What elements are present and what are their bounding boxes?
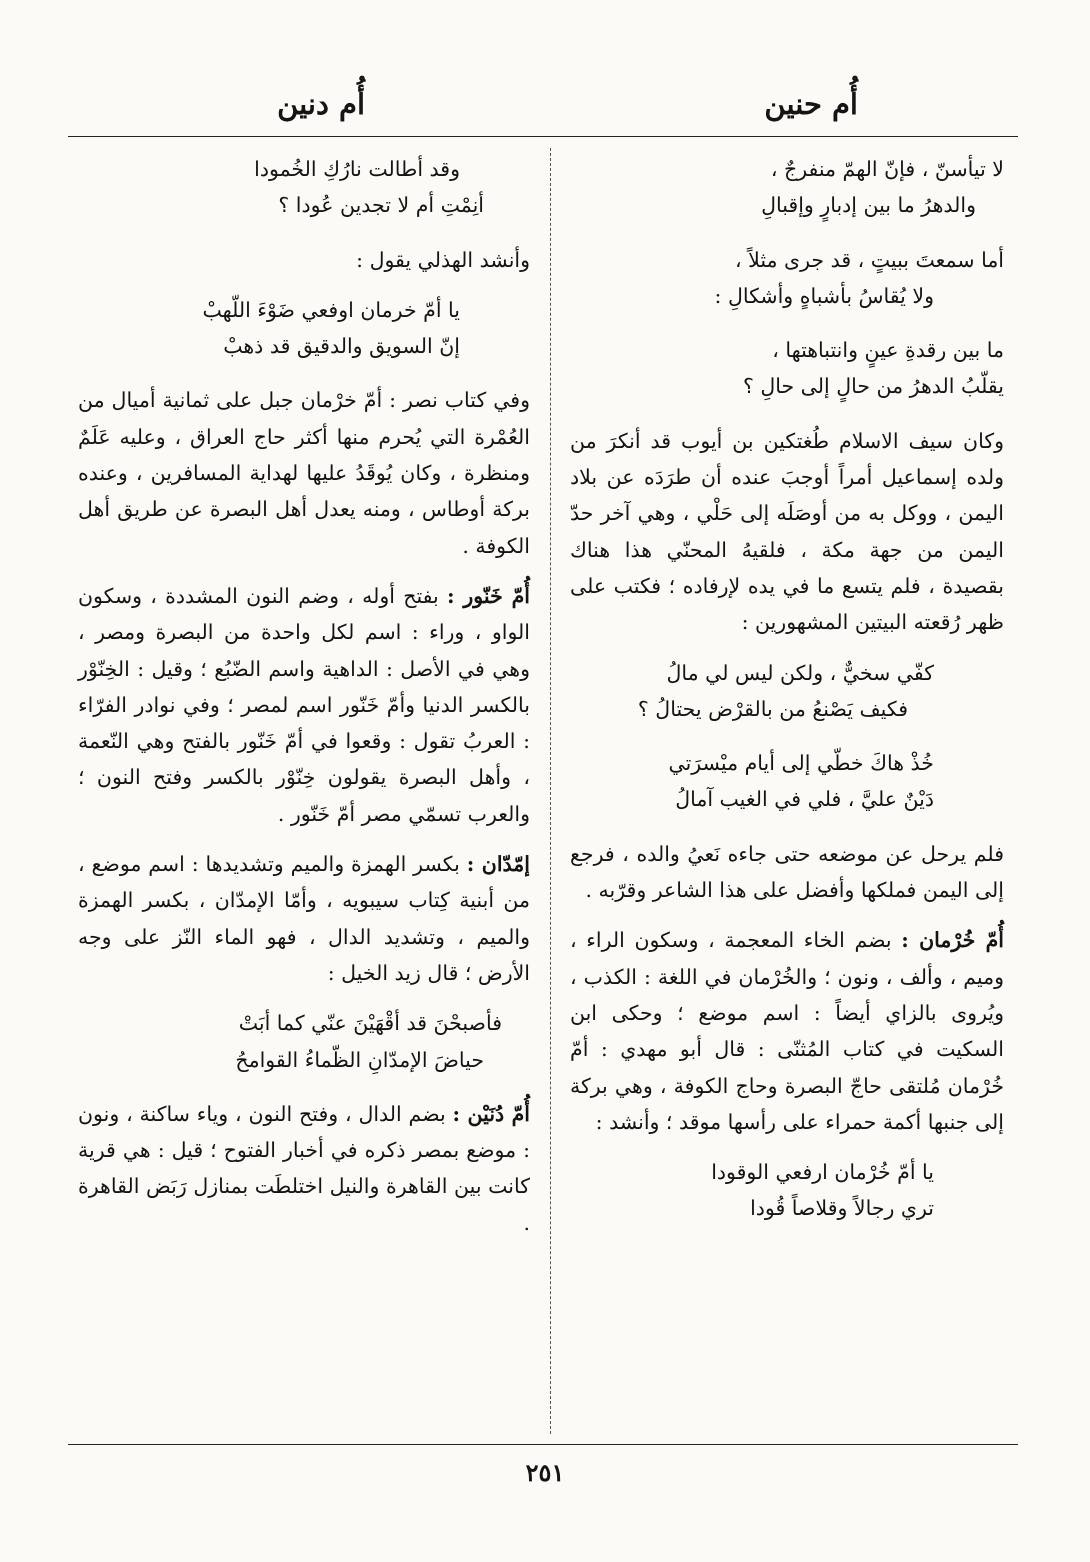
verse-block (78, 151, 530, 224)
verse-line: فكيف يَصْنعُ من بالقرْض يحتالُ ؟ (637, 696, 908, 721)
verse-line: كفّي سخيٌّ ، ولكن ليس لي مالُ (666, 660, 934, 685)
footer-rule (68, 1444, 1018, 1445)
verse-block (570, 745, 1004, 818)
left-column (78, 147, 530, 1255)
verse-block (570, 655, 1004, 728)
verse-line: أنِمْتِ أم لا تجدين عُودا ؟ (278, 193, 484, 218)
verse-line: فأصبحْنَ قد أقْهَيْنَ عنّي كما أبَتْ (238, 1011, 502, 1036)
entry-headword: أُمّ خَنّور : (446, 583, 530, 608)
verse-line: أما سمعتَ ببيتٍ ، قد جرى مثلاً ، (734, 247, 1004, 272)
verse-line: وقد أطالت نارُكِ الخُمودا (254, 157, 460, 181)
verse-line: ما بين رقدةِ عينٍ وانتباهتها ، (772, 338, 1004, 363)
verse-line: خُذْ هاكَ خطّي إلى أيام ميْسرَتي (668, 751, 934, 776)
running-header-left: أُم دنين (277, 87, 365, 121)
verse-block (570, 1154, 1004, 1227)
column-separator (550, 148, 551, 1434)
verse-block (570, 332, 1004, 405)
entry-headword: أُمّ خُرْمان : (901, 928, 1004, 953)
paragraph: وكان سيف الاسلام طُغتكين بن أيوب قد أنكرَ من ولده إسماعيل أمراً أوجبَ عنده أن طرَدَه عن بلاد اليمن ، ووكل به من أوصَلَه إلى حَلْي ، وهي آخر حدّ اليمن من جهة مكة ، فلقيهُ المحنّي هذا هناك بقصيدة ، فلم يتسع ما في يده لإرفاده ؛ فكتب على ظهر رُقعته البيتين المشهورين : (570, 428, 1004, 635)
running-header-right: أُم حنين (764, 87, 858, 121)
verse-line: يا أمّ خرمان اوفعي ضَوْءَ اللّهبْ (202, 297, 460, 322)
paragraph: وأنشد الهذلي يقول : (356, 247, 530, 272)
verse-line: يقلّبُ الدهرُ من حالٍ إلى حالِ ؟ (742, 374, 1004, 399)
paragraph: وفي كتاب نصر : أمّ خرْمان جبل على ثمانية أميال من العُمْرة التي يُحرم منها أكثر حاج العراق ، وعليه عَلَمٌ ومنظرة ، وكان يُوقَدُ عليها لهداية المسافرين ، وعنده بركة أوطاس ، ومنه يعدل أهل البصرة عن طريق أهل الكوفة . (78, 388, 530, 558)
entry-text: بفتح أوله ، وضم النون المشددة ، وسكون الواو ، وراء : اسم لكل واحدة من البصرة ومصر ، وهي في الأصل : الداهية واسم الضّبُع ؛ وقيل : الخِنّوْر بالكسر الدنيا وأمّ خَنّور اسم لمصر ؛ وفي نوادر الفرّاء : العربُ تقول : وقعوا في أمّ خَنّور بالفتح وهي النّعمة ، وأهل البصرة يقولون خِنّوْر بالكسر وفتح النون ؛ والعرب تسمّي مصر أمّ خَنّور . (78, 583, 530, 826)
verse-line: دَيْنٌ عليَّ ، فلي في الغيب آمالُ (675, 787, 934, 812)
right-column (570, 147, 1004, 1245)
verse-line: والدهرُ ما بين إدبارٍ وإقبالِ (761, 193, 976, 218)
verse-line: ولا يُقاسُ بأشباهٍ وأشكالِ : (714, 283, 934, 308)
dictionary-entry (78, 846, 530, 991)
paragraph: فلم يرحل عن موضعه حتى جاءه نَعيُ والده ، فرجع إلى اليمن فملكها وأفضل على هذا الشاعر وقرّبه . (570, 841, 1004, 903)
entry-text: بضم الخاء المعجمة ، وسكون الراء ، وميم ، وألف ، ونون ؛ والخُرْمان في اللغة : الكذب ، ويُروى بالزاي أيضاً : اسم موضع ؛ وحكى ابن السكيت في كتاب المُثنّى : قال أبو مهدي : أمّ خُرْمان مُلتقى حاجّ البصرة وحاج الكوفة ، وهي بركة إلى جنبها أكمة حمراء على رأسها موقد ؛ وأنشد : (570, 928, 1004, 1134)
verse-line: يا أمّ خُرْمان ارفعي الوقودا (711, 1160, 934, 1185)
dictionary-entry (78, 578, 530, 832)
verse-block (78, 292, 530, 365)
entry-headword: أُمّ دُنَيْن : (452, 1101, 530, 1126)
verse-line: إنّ السويق والدقيق قد ذهبْ (223, 334, 460, 359)
header-rule (68, 136, 1018, 137)
page-number: ٢٥١ (525, 1458, 565, 1487)
dictionary-entry (78, 1096, 530, 1241)
verse-block (78, 1005, 530, 1078)
verse-line: حياضَ الإمدّانِ الظّماءُ القوامحُ (235, 1047, 484, 1072)
verse-block (570, 242, 1004, 315)
entry-text: بكسر الهمزة والميم وتشديدها : اسم موضع ، من أبنية كِتاب سيبويه ، وأمّا الإمدّان ، بكسر الهمزة والميم ، وتشديد الدال ، فهو الماء النّز على وجه الأرض ؛ قال زيد الخيل : (78, 852, 530, 985)
dictionary-entry (570, 922, 1004, 1140)
verse-line: تري رجالاً وقلاصاً قُودا (750, 1196, 934, 1221)
entry-text: بضم الدال ، وفتح النون ، وياء ساكنة ، ونون : موضع بمصر ذكره في أخبار الفتوح ؛ قيل : هي قرية كانت بين القاهرة والنيل اختلطَت بمنازل رَبَض القاهرة . (78, 1101, 530, 1235)
entry-headword: إمّدّان : (466, 852, 530, 877)
verse-block (570, 151, 1004, 224)
verse-line: لا تيأسنّ ، فإنّ الهمّ منفرجٌ ، (770, 157, 1004, 181)
